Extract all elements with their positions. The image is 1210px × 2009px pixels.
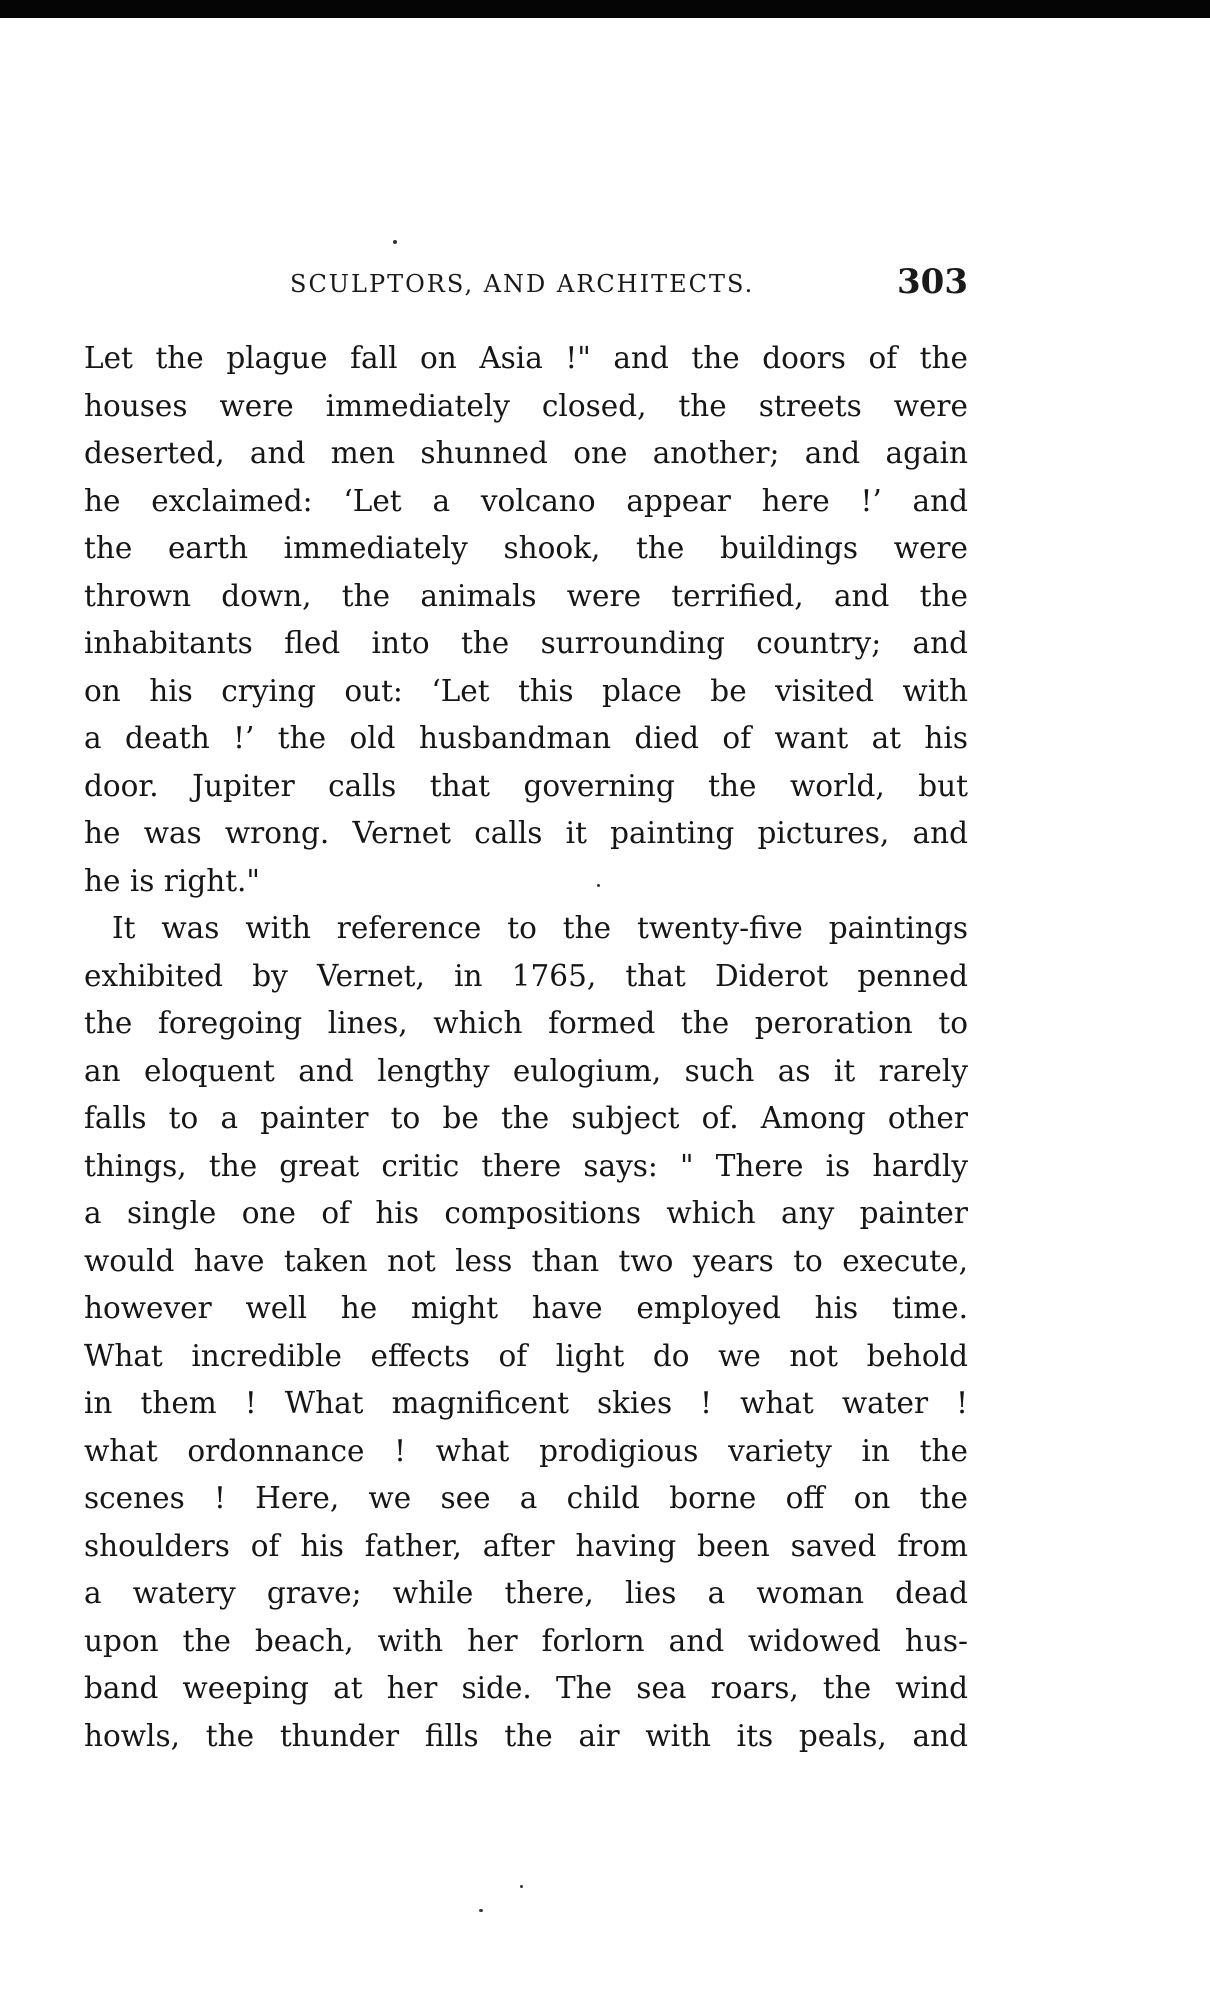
text-line: houses were immediately closed, the streets were [84,388,968,423]
text-line: shoulders of his father, after having been saved from [84,1528,968,1563]
text-line: thrown down, the animals were terrified, and the [84,578,968,613]
running-title: SCULPTORS, AND ARCHITECTS. [290,270,755,298]
ink-speck [393,240,397,244]
text-line: things, the great critic there says: " There is hardly [84,1148,968,1183]
paragraph-first-line: It was with reference to the twenty-five paintings [112,911,968,945]
text-line: he exclaimed: ‘Let a volcano appear here !’ and [84,483,968,518]
text-line: deserted, and men shunned one another; and again [84,436,968,470]
text-line: what ordonnance ! what prodigious variety in the [84,1433,968,1468]
text-line: the foregoing lines, which formed the peroration to [84,1006,968,1040]
body-text [84,335,968,1760]
text-line: a death !’ the old husbandman died of want at his [84,721,968,755]
text-line: upon the beach, with her forlorn and widowed hus- [84,1623,968,1658]
text-line: on his crying out: ‘Let this place be visited with [84,673,968,708]
text-line: the earth immediately shook, the buildings were [84,531,968,565]
running-head [84,262,968,312]
text-line: What incredible effects of light do we not behold [84,1338,968,1373]
text-line: an eloquent and lengthy eulogium, such as it rarely [84,1053,968,1088]
scan-top-edge [0,0,1210,18]
ink-speck [520,1885,523,1888]
text-line: door. Jupiter calls that governing the world, but [84,768,968,803]
text-line: exhibited by Vernet, in 1765, that Diderot penned [84,958,968,993]
text-line: band weeping at her side. The sea roars, the wind [84,1671,968,1705]
text-line: he is right." [84,863,261,898]
text-line: he was wrong. Vernet calls it painting pictures, and [84,816,968,850]
text-line: would have taken not less than two years to execute, [84,1243,968,1278]
text-line: in them ! What magnificent skies ! what water ! [84,1386,968,1420]
text-line: a watery grave; while there, lies a woman dead [84,1576,968,1610]
text-line: Let the plague fall on Asia !" and the doors of the [84,341,968,375]
text-line: a single one of his compositions which any painter [84,1196,968,1230]
text-line: inhabitants fled into the surrounding country; and [84,626,968,660]
text-line: scenes ! Here, we see a child borne off on the [84,1481,968,1515]
ink-speck [479,1909,483,1912]
page-number: 303 [897,262,968,302]
text-line: falls to a painter to be the subject of. Among other [84,1101,968,1135]
text-line: howls, the thunder fills the air with its peals, and [84,1718,968,1753]
text-line: however well he might have employed his time. [84,1291,968,1325]
